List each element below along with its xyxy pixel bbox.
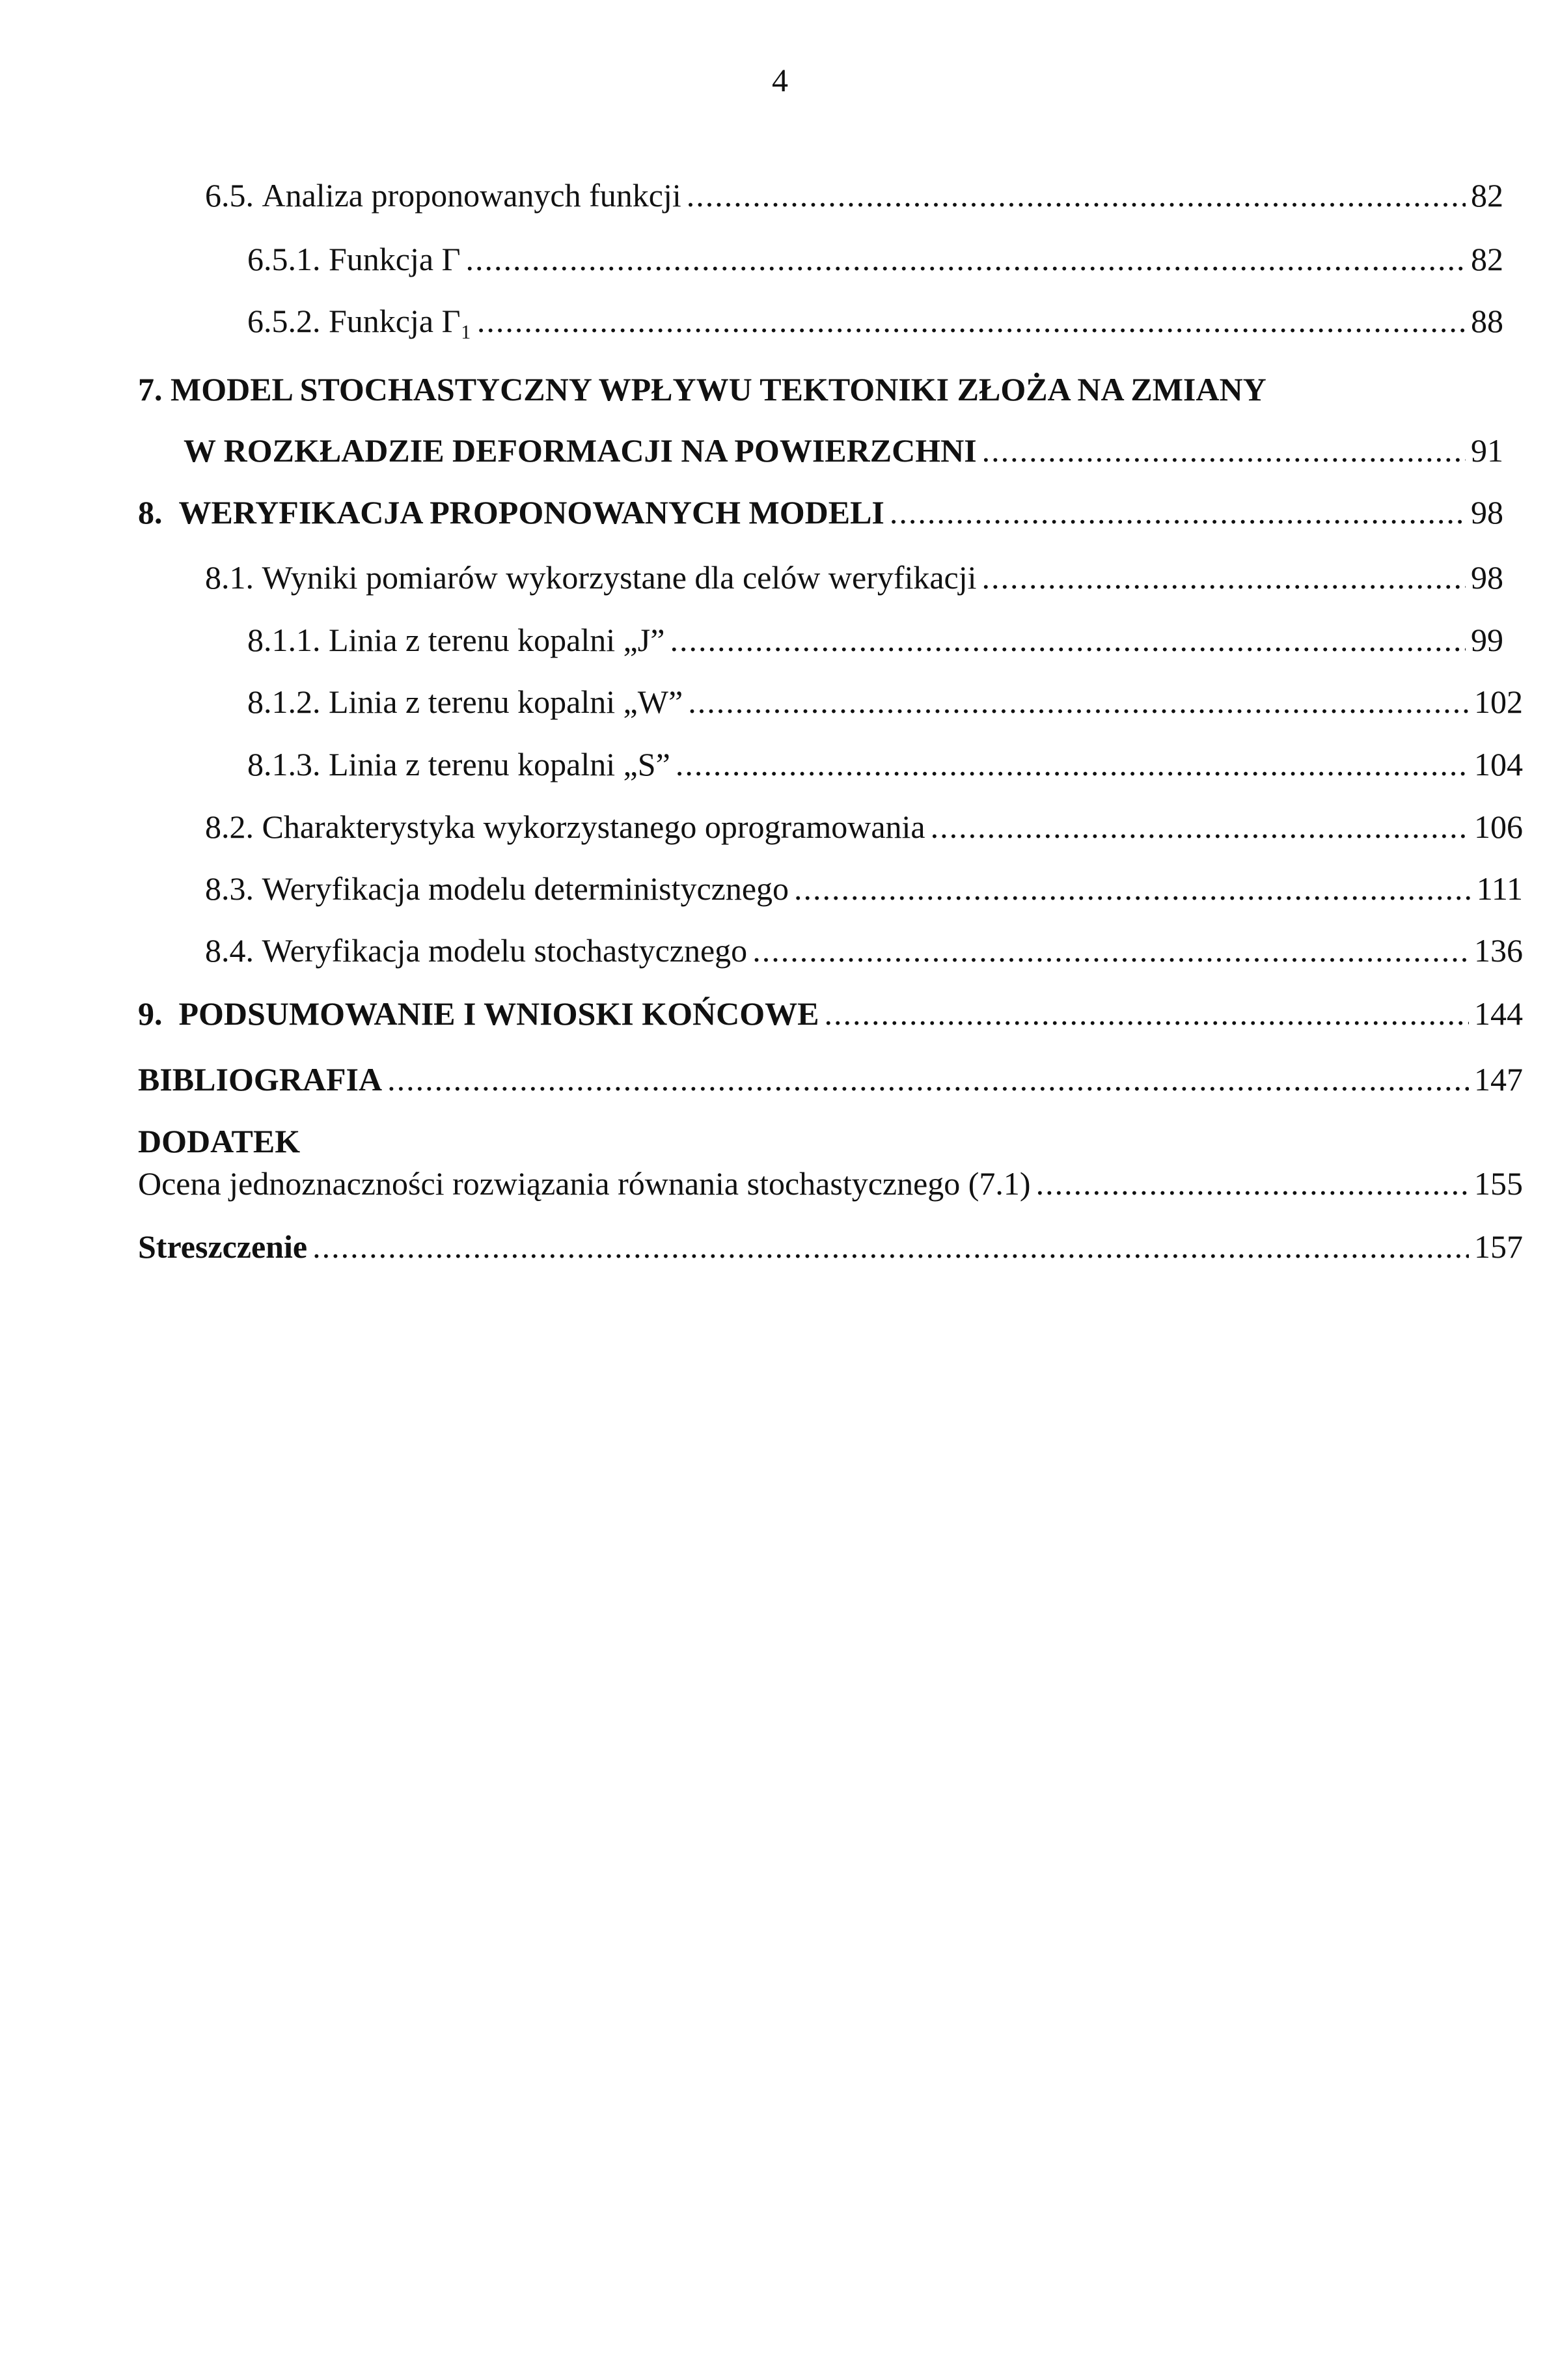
toc-entry-title: Funkcja Γ₁ xyxy=(329,303,472,339)
toc-entry-page: 144 xyxy=(1474,995,1523,1032)
toc-entry-8[interactable] xyxy=(138,493,1503,532)
toc-entry-page: 136 xyxy=(1474,932,1523,969)
toc-entry-title: Weryfikacja modelu stochastycznego xyxy=(262,932,748,969)
dot-leader xyxy=(890,493,1466,532)
toc-entry-title: MODEL STOCHASTYCZNY WPŁYWU TEKTONIKI ZŁOŻA NA ZMIANY xyxy=(171,371,1266,408)
toc-entry-page: 111 xyxy=(1476,870,1523,907)
toc-entry-title: W ROZKŁADZIE DEFORMACJI NA POWIERZCHNI xyxy=(184,432,977,469)
dot-leader xyxy=(982,431,1466,470)
toc-entry-8-1-3[interactable] xyxy=(247,745,1523,784)
toc-entry-title: WERYFIKACJA PROPONOWANYCH MODELI xyxy=(178,494,884,531)
toc-entry-page: 91 xyxy=(1471,432,1503,469)
toc-entry-title: Weryfikacja modelu deterministycznego xyxy=(262,870,789,907)
toc-entry-page: 102 xyxy=(1474,684,1523,720)
toc-entry-title: PODSUMOWANIE I WNIOSKI KOŃCOWE xyxy=(178,995,819,1032)
toc-entry-title: Linia z terenu kopalni „S” xyxy=(329,746,670,782)
toc-entry-number: 8.1. xyxy=(205,559,254,596)
toc-entry-8-3[interactable] xyxy=(205,869,1523,908)
toc-entry-8-2[interactable] xyxy=(205,807,1523,846)
toc-entry-number: 8.1.1. xyxy=(247,622,321,658)
toc-entry-title: Linia z terenu kopalni „W” xyxy=(329,684,683,720)
toc-entry-dodatek[interactable] xyxy=(138,1122,300,1161)
toc-entry-title: Linia z terenu kopalni „J” xyxy=(329,622,665,658)
toc-entry-8-1-2[interactable] xyxy=(247,682,1523,721)
toc-entry-8-1-1[interactable] xyxy=(247,620,1503,659)
toc-entry-number: 7. xyxy=(138,371,163,408)
dot-leader xyxy=(477,301,1466,340)
dot-leader xyxy=(670,620,1466,659)
toc-entry-title: Funkcja Γ xyxy=(329,241,461,277)
dot-leader xyxy=(466,240,1466,279)
toc-entry-number: 9. xyxy=(138,995,163,1032)
toc-entry-ocena[interactable] xyxy=(138,1164,1523,1203)
toc-entry-number: 8.4. xyxy=(205,932,254,969)
toc-entry-8-1[interactable] xyxy=(205,558,1503,597)
toc-entry-7[interactable] xyxy=(138,370,1266,409)
toc-entry-title: Charakterystyka wykorzystanego oprogramowania xyxy=(262,809,925,845)
toc-entry-page: 82 xyxy=(1471,241,1503,277)
dot-leader xyxy=(676,745,1469,784)
dot-leader xyxy=(824,994,1469,1033)
dot-leader xyxy=(794,869,1471,908)
toc-entry-page: 157 xyxy=(1474,1228,1523,1265)
toc-entry-6-5-1[interactable] xyxy=(247,240,1503,279)
toc-entry-number: 6.5. xyxy=(205,177,254,214)
toc-entry-6-5-2[interactable] xyxy=(247,301,1503,340)
toc-entry-number: 6.5.1. xyxy=(247,241,321,277)
toc-entry-title: Analiza proponowanych funkcji xyxy=(262,177,681,214)
dot-leader xyxy=(982,558,1466,597)
toc-entry-page: 155 xyxy=(1474,1165,1523,1202)
toc-entry-number: 8.1.2. xyxy=(247,684,321,720)
toc-entry-6-5[interactable] xyxy=(205,176,1503,215)
dot-leader xyxy=(687,176,1466,215)
dot-leader xyxy=(688,682,1469,721)
toc-entry-title: BIBLIOGRAFIA xyxy=(138,1061,383,1098)
dot-leader xyxy=(752,931,1469,970)
toc-entry-number: 8.2. xyxy=(205,809,254,845)
toc-entry-7-continued[interactable] xyxy=(184,431,1503,470)
dot-leader xyxy=(312,1227,1469,1266)
toc-entry-number: 8. xyxy=(138,494,163,531)
toc-entry-page: 106 xyxy=(1474,809,1523,845)
toc-entry-9[interactable] xyxy=(138,994,1523,1033)
toc-entry-page: 104 xyxy=(1474,746,1523,782)
toc-entry-page: 98 xyxy=(1471,494,1503,531)
toc-entry-title: Streszczenie xyxy=(138,1228,308,1265)
toc-entry-streszczenie[interactable] xyxy=(138,1227,1523,1266)
toc-entry-title: DODATEK xyxy=(138,1123,301,1159)
dot-leader xyxy=(387,1060,1469,1099)
toc-entry-page: 82 xyxy=(1471,177,1503,214)
toc-entry-8-4[interactable] xyxy=(205,931,1523,970)
dot-leader xyxy=(931,807,1469,846)
toc-entry-page: 88 xyxy=(1471,303,1503,339)
toc-entry-title: Ocena jednoznaczności rozwiązania równania stochastycznego (7.1) xyxy=(138,1165,1031,1202)
toc-entry-number: 8.3. xyxy=(205,870,254,907)
toc-entry-title: Wyniki pomiarów wykorzystane dla celów weryfikacji xyxy=(262,559,977,596)
page-number: 4 xyxy=(772,62,788,98)
toc-entry-page: 99 xyxy=(1471,622,1503,658)
toc-entry-page: 147 xyxy=(1474,1061,1523,1098)
toc-entry-page: 98 xyxy=(1471,559,1503,596)
toc-entry-number: 6.5.2. xyxy=(247,303,321,339)
toc-entry-bibliografia[interactable] xyxy=(138,1060,1523,1099)
dot-leader xyxy=(1036,1164,1469,1203)
toc-entry-number: 8.1.3. xyxy=(247,746,321,782)
